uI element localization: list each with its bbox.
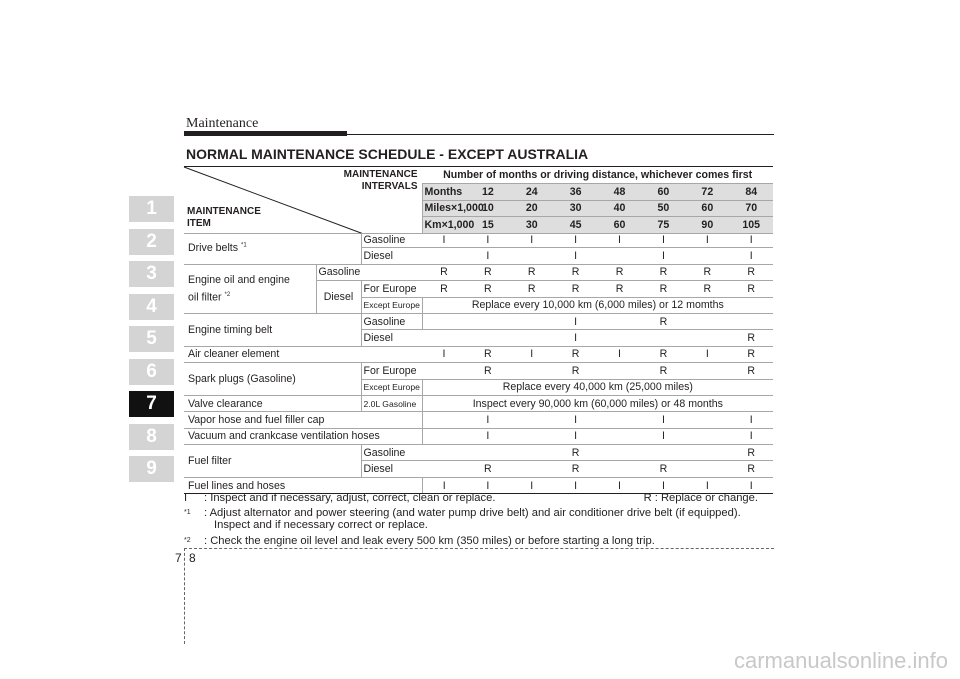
- miles-cell: 70: [729, 200, 773, 217]
- table-cell: R: [729, 346, 773, 362]
- table-cell: R: [554, 281, 598, 297]
- table-cell: [685, 461, 729, 477]
- miles-label: Miles×1,000: [422, 200, 466, 217]
- table-cell: [422, 248, 466, 264]
- chapter-tab-8[interactable]: 8: [129, 424, 174, 450]
- table-cell: I: [466, 232, 510, 248]
- note-1: [184, 507, 774, 520]
- table-cell: I: [554, 330, 598, 346]
- months-cell: 48: [598, 183, 642, 200]
- watermark: carmanualsonline.info: [733, 648, 948, 673]
- row-sub-label: Except Europe: [361, 297, 422, 313]
- corner-item-label: [187, 206, 261, 230]
- table-cell: [510, 428, 554, 444]
- table-cell: [598, 412, 642, 428]
- row-sub-label: Diesel: [361, 461, 422, 477]
- row-sub-label: Diesel: [361, 330, 422, 346]
- table-cell: [729, 313, 773, 329]
- table-cell: I: [554, 248, 598, 264]
- page-chapter-number: 7: [175, 551, 182, 565]
- months-cell: 36: [554, 183, 598, 200]
- table-cell: [422, 330, 466, 346]
- table-row: [184, 445, 773, 461]
- table-cell: R: [641, 313, 685, 329]
- table-cell: I: [466, 248, 510, 264]
- table-cell: I: [554, 412, 598, 428]
- table-cell: [685, 363, 729, 379]
- table-span-text: Replace every 40,000 km (25,000 miles): [422, 379, 773, 395]
- maintenance-items-table: [184, 232, 773, 494]
- miles-cell: 40: [598, 200, 642, 217]
- row-sub-label: For Europe: [361, 281, 422, 297]
- note-1-continued: [184, 519, 774, 532]
- table-cell: R: [729, 461, 773, 477]
- section-header-title: Maintenance: [186, 116, 259, 131]
- air-cleaner-label: Air cleaner element: [184, 346, 422, 362]
- table-cell: R: [729, 281, 773, 297]
- table-cell: I: [641, 232, 685, 248]
- table-cell: R: [422, 264, 466, 280]
- table-cell: R: [466, 346, 510, 362]
- table-cell: I: [729, 412, 773, 428]
- table-row: [184, 363, 773, 379]
- months-cell: 24: [510, 183, 554, 200]
- fuel-lines-label: Fuel lines and hoses: [184, 477, 422, 493]
- chapter-tab-6[interactable]: 6: [129, 359, 174, 385]
- table-cell: R: [422, 281, 466, 297]
- table-cell: I: [422, 232, 466, 248]
- table-cell: [510, 313, 554, 329]
- table-cell: [422, 445, 466, 461]
- page-title: NORMAL MAINTENANCE SCHEDULE - EXCEPT AUSTRALIA: [186, 146, 589, 162]
- table-cell: R: [554, 264, 598, 280]
- table-cell: R: [641, 281, 685, 297]
- table-cell: I: [729, 248, 773, 264]
- chapter-tab-1[interactable]: 1: [129, 196, 174, 222]
- km-cell: 45: [554, 217, 598, 234]
- table-row: [184, 264, 773, 280]
- row-sub-label: Gasoline: [361, 445, 422, 461]
- table-cell: I: [598, 477, 642, 493]
- footer-rule: [184, 548, 774, 549]
- table-corner-header: [184, 167, 422, 234]
- table-cell: R: [729, 264, 773, 280]
- table-cell: [598, 248, 642, 264]
- table-span-text: Replace every 10,000 km (6,000 miles) or 12 momths: [422, 297, 773, 313]
- row-sub-label: For Europe: [361, 363, 422, 379]
- table-cell: R: [641, 363, 685, 379]
- table-cell: I: [641, 412, 685, 428]
- table-row: [184, 428, 773, 444]
- miles-cell: 60: [685, 200, 729, 217]
- table-cell: [685, 248, 729, 264]
- table-cell: R: [641, 346, 685, 362]
- table-cell: I: [685, 477, 729, 493]
- table-cell: [422, 428, 466, 444]
- note-2: [184, 535, 774, 548]
- table-cell: I: [729, 428, 773, 444]
- note-2-text: : Check the engine oil level and leak every 500 km (350 miles) or before starting a long trip.: [204, 534, 655, 547]
- table-cell: R: [641, 264, 685, 280]
- chapter-tab-5[interactable]: 5: [129, 326, 174, 352]
- table-cell: R: [466, 461, 510, 477]
- table-cell: R: [554, 445, 598, 461]
- table-cell: I: [422, 346, 466, 362]
- table-cell: [510, 461, 554, 477]
- table-cell: [510, 412, 554, 428]
- table-cell: [598, 363, 642, 379]
- interval-header: Number of months or driving distance, whichever comes first: [422, 167, 773, 184]
- engine-oil-label: Engine oil and engine oil filter $^{*2}$: [184, 264, 316, 313]
- table-cell: I: [729, 477, 773, 493]
- footer-vertical-rule: [184, 548, 185, 644]
- header-rule: [184, 134, 774, 135]
- note-1-text: : Adjust alternator and power steering (and water pump drive belt) and air conditioner drive belt (if equipped).: [204, 506, 741, 519]
- table-cell: R: [466, 363, 510, 379]
- km-cell: 75: [641, 217, 685, 234]
- km-cell: 30: [510, 217, 554, 234]
- table-cell: [598, 330, 642, 346]
- miles-cell: 10: [466, 200, 510, 217]
- table-cell: [466, 445, 510, 461]
- corner-top-text: MAINTENANCE INTERVALS: [343, 169, 418, 192]
- km-cell: 15: [466, 217, 510, 234]
- table-cell: R: [554, 346, 598, 362]
- vacuum-hoses-label: Vacuum and crankcase ventilation hoses: [184, 428, 422, 444]
- table-row: [184, 395, 773, 411]
- table-cell: R: [598, 281, 642, 297]
- table-cell: [598, 428, 642, 444]
- months-cell: 84: [729, 183, 773, 200]
- row-sub-label: Diesel: [361, 248, 422, 264]
- table-cell: [510, 248, 554, 264]
- table-cell: R: [685, 281, 729, 297]
- table-cell: [598, 461, 642, 477]
- table-cell: R: [685, 264, 729, 280]
- miles-cell: 50: [641, 200, 685, 217]
- legend-replace: R : Replace or change.: [643, 492, 758, 504]
- table-cell: I: [466, 477, 510, 493]
- vapor-hose-label: Vapor hose and fuel filler cap: [184, 412, 422, 428]
- valve-clearance-label: Valve clearance: [184, 395, 361, 411]
- miles-cell: 30: [554, 200, 598, 217]
- table-cell: [422, 412, 466, 428]
- row-sub-label: Gasoline: [361, 232, 422, 248]
- chapter-tab-4[interactable]: 4: [129, 294, 174, 320]
- table-cell: I: [510, 346, 554, 362]
- table-cell: I: [466, 412, 510, 428]
- table-cell: I: [729, 232, 773, 248]
- table-row: [184, 346, 773, 362]
- timing-belt-label: Engine timing belt: [184, 313, 361, 346]
- table-cell: R: [598, 264, 642, 280]
- drive-belts-label: Drive belts $^{*1}$: [184, 232, 361, 264]
- chapter-tab-9[interactable]: 9: [129, 456, 174, 482]
- legend-row: [184, 492, 774, 505]
- table-cell: I: [641, 248, 685, 264]
- row-sub-label: Diesel: [316, 281, 361, 314]
- note-1b-text: Inspect and if necessary correct or replace.: [214, 519, 428, 531]
- km-cell: 105: [729, 217, 773, 234]
- note-1-mark: *1: [184, 508, 191, 516]
- table-cell: I: [598, 232, 642, 248]
- table-cell: R: [729, 445, 773, 461]
- months-label: Months: [422, 183, 466, 200]
- table-row: [184, 232, 773, 248]
- table-cell: [466, 313, 510, 329]
- table-cell: [422, 313, 466, 329]
- table-cell: R: [729, 330, 773, 346]
- corner-intervals-label: [344, 169, 418, 193]
- km-cell: 60: [598, 217, 642, 234]
- page-number: 8: [189, 551, 196, 565]
- table-span-text: Inspect every 90,000 km (60,000 miles) or 48 months: [422, 395, 773, 411]
- row-sub-label: Except Europe: [361, 379, 422, 395]
- table-row: [184, 412, 773, 428]
- table-cell: R: [554, 363, 598, 379]
- table-cell: I: [554, 477, 598, 493]
- table-cell: I: [554, 428, 598, 444]
- months-cell: 60: [641, 183, 685, 200]
- table-cell: I: [554, 232, 598, 248]
- table-cell: R: [554, 461, 598, 477]
- legend-inspect: : Inspect and if necessary, adjust, correct, clean or replace.: [204, 492, 496, 504]
- chapter-tab-7[interactable]: 7: [129, 391, 174, 417]
- table-cell: I: [554, 313, 598, 329]
- spark-plugs-label: Spark plugs (Gasoline): [184, 363, 361, 396]
- row-sub-label: 2.0L Gasoline: [361, 395, 422, 411]
- table-cell: [466, 330, 510, 346]
- table-cell: R: [729, 363, 773, 379]
- table-cell: [641, 330, 685, 346]
- table-cell: [685, 330, 729, 346]
- table-cell: I: [685, 346, 729, 362]
- table-cell: [598, 313, 642, 329]
- corner-bottom-text: MAINTENANCE ITEM: [187, 206, 261, 229]
- table-cell: I: [641, 477, 685, 493]
- fuel-filter-label: Fuel filter: [184, 445, 361, 478]
- table-cell: I: [510, 232, 554, 248]
- table-cell: I: [510, 477, 554, 493]
- legend-i-mark: I: [184, 492, 188, 504]
- chapter-tabs: [129, 196, 174, 489]
- table-cell: [510, 445, 554, 461]
- km-cell: 90: [685, 217, 729, 234]
- chapter-tab-3[interactable]: 3: [129, 261, 174, 287]
- table-cell: [641, 445, 685, 461]
- maintenance-schedule-table: [184, 166, 773, 234]
- table-cell: I: [466, 428, 510, 444]
- miles-cell: 20: [510, 200, 554, 217]
- table-cell: [685, 412, 729, 428]
- table-cell: [685, 445, 729, 461]
- table-cell: [685, 428, 729, 444]
- table-cell: R: [510, 264, 554, 280]
- table-cell: [685, 313, 729, 329]
- table-cell: I: [598, 346, 642, 362]
- note-2-mark: *2: [184, 536, 191, 544]
- table-cell: I: [641, 428, 685, 444]
- row-sub-label: Gasoline: [316, 264, 422, 280]
- months-cell: 12: [466, 183, 510, 200]
- table-cell: [422, 461, 466, 477]
- footnotes: [184, 492, 774, 547]
- table-cell: R: [466, 264, 510, 280]
- table-cell: I: [422, 477, 466, 493]
- row-sub-label: Gasoline: [361, 313, 422, 329]
- table-row: [184, 313, 773, 329]
- table-cell: [510, 363, 554, 379]
- km-label: Km×1,000: [422, 217, 466, 234]
- months-cell: 72: [685, 183, 729, 200]
- chapter-tab-2[interactable]: 2: [129, 229, 174, 255]
- table-cell: [510, 330, 554, 346]
- table-cell: R: [466, 281, 510, 297]
- table-cell: [422, 363, 466, 379]
- table-cell: [598, 445, 642, 461]
- table-cell: R: [641, 461, 685, 477]
- table-cell: R: [510, 281, 554, 297]
- table-cell: I: [685, 232, 729, 248]
